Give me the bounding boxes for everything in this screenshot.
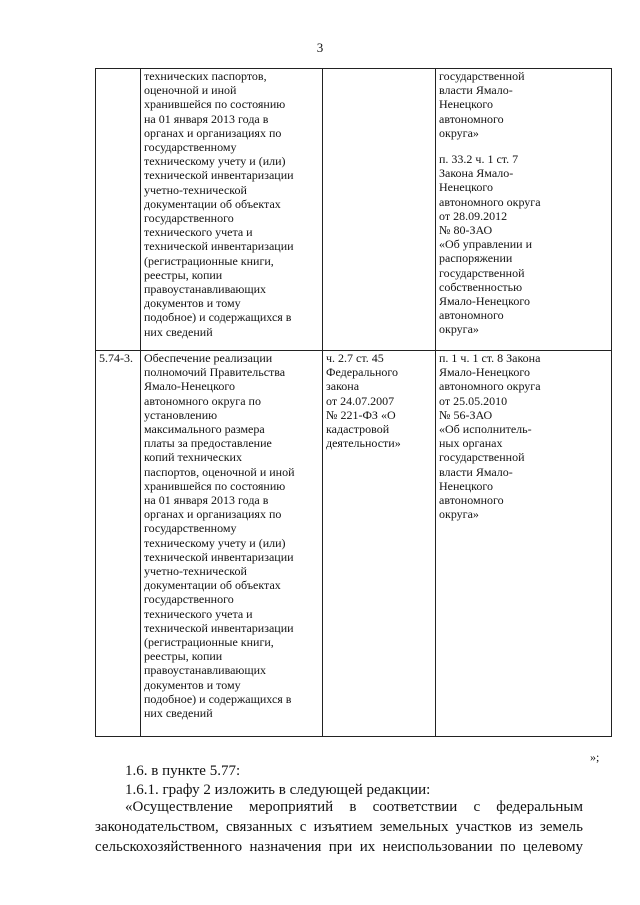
cell-number [96,69,141,351]
cell-federal-law [323,351,436,737]
text-line-1: «Осуществление мероприятий в соответствии с федеральным [125,799,583,815]
row-number: 5.74-3. [99,351,133,365]
cell-federal-law [323,69,436,351]
regional-law-text-2: п. 33.2 ч. 1 ст. 7 Закона Ямало- Ненецкого автономного округа от 28.09.2012 № 80-ЗАО «Об управлении и распоряжении государственной собственностью Ямало-Ненецкого автономного округа» [439,152,541,337]
regional-law-text: п. 1 ч. 1 ст. 8 Закона Ямало-Ненецкого автономного округа от 25.05.2010 № 56-ЗАО «Об исполнитель- ных органах государственной власти Ямало- Ненецкого автономного округа» [439,351,541,522]
regional-law-text-1: государственной власти Ямало- Ненецкого автономного округа» [439,69,525,140]
table-row-5-74-3 [96,351,612,737]
cell-regional-law [436,351,612,737]
legal-basis-table [95,68,612,737]
text-line-2: законодательством, связанных с изъятием земельных участков из земель [95,819,583,835]
paragraph-1-6: 1.6. в пункте 5.77: [125,763,241,779]
page-number: 3 [316,40,324,55]
cell-number [96,351,141,737]
cell-description [141,69,323,351]
closing-quote: »; [590,750,600,764]
cell-description [141,351,323,737]
federal-law-text: ч. 2.7 ст. 45 Федерального закона от 24.07.2007 № 221-ФЗ «О кадастровой деятельности» [326,351,401,451]
cell-regional-law [436,69,612,351]
description-text: Обеспечение реализации полномочий Правительства Ямало-Ненецкого автономного округа по установлению максимального размера платы за предоставление копий технических паспортов, оценочной и иной хранившейся по состоянию на 01 января 2013 года в органах и организациях по государственному техническому учету и (или) технической инвентаризации учетно-технической документации об объектах государственного технического учета и технической инвентаризации (регистрационные книги, реестры, копии правоустанавливающих документов и тому подобное) и содержащихся в них сведений [144,351,295,721]
description-text: технических паспортов, оценочной и иной хранившейся по состоянию на 01 января 2013 года в органах и организациях по государственному техническому учету и (или) технической инвентаризации учетно-технической документации об объектах государственного технического учета и технической инвентаризации (регистрационные книги, реестры, копии правоустанавливающих документов и тому подобное) и содержащихся в них сведений [144,69,294,339]
paragraph-1-6-1: 1.6.1. графу 2 изложить в следующей редакции: [125,782,431,798]
text-line-3: сельскохозяйственного назначения при их неиспользовании по целевому [95,839,583,855]
table-row-continued [96,69,612,351]
